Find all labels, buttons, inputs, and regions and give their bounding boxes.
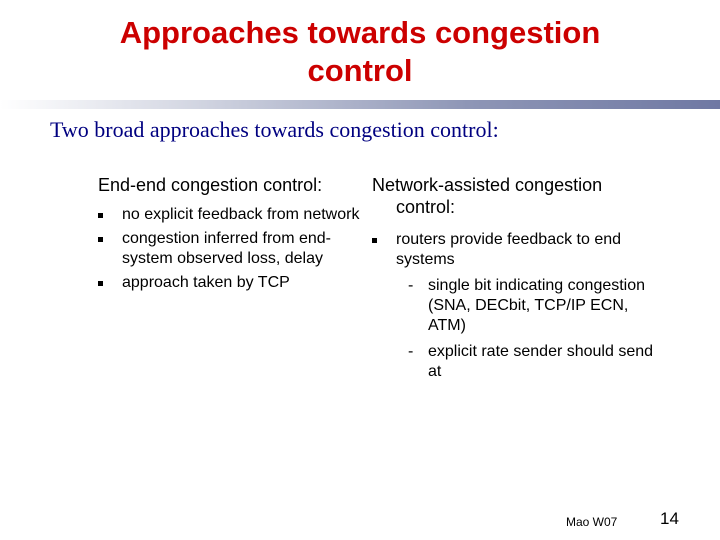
list-item bbox=[98, 205, 360, 225]
bullet-text: no explicit feedback from network bbox=[122, 206, 360, 223]
end-end-bullet-list bbox=[98, 205, 360, 293]
sub-bullet-text: single bit indicating congestion (SNA, DECbit, TCP/IP ECN, ATM) bbox=[428, 277, 646, 334]
dash-bullet-icon: - bbox=[408, 277, 414, 294]
list-item bbox=[372, 230, 658, 382]
slide-title bbox=[60, 14, 660, 90]
slide-title-line-1: Approaches towards congestion bbox=[119, 15, 601, 50]
end-end-heading: End-end congestion control: bbox=[98, 175, 323, 195]
sub-bullet-list bbox=[396, 276, 658, 382]
square-bullet-icon bbox=[98, 237, 103, 242]
square-bullet-icon bbox=[98, 281, 103, 286]
title-divider bbox=[0, 100, 720, 109]
intro-text: Two broad approaches towards congestion control: bbox=[50, 117, 499, 142]
sub-list-item bbox=[406, 276, 658, 336]
bullet-text: approach taken by TCP bbox=[122, 274, 290, 291]
square-bullet-icon bbox=[372, 238, 377, 243]
dash-bullet-icon: - bbox=[408, 343, 414, 360]
sub-list-item bbox=[406, 342, 658, 382]
network-assisted-column bbox=[372, 174, 658, 388]
network-assisted-heading: Network-assisted congestion control: bbox=[372, 175, 603, 217]
sub-bullet-text: explicit rate sender should send at bbox=[428, 343, 654, 380]
footer-author: Mao W07 bbox=[566, 515, 618, 529]
square-bullet-icon bbox=[98, 213, 103, 218]
bullet-text: congestion inferred from end-system observed loss, delay bbox=[122, 230, 331, 267]
bullet-text: routers provide feedback to end systems bbox=[396, 231, 622, 268]
end-end-column bbox=[98, 174, 360, 297]
list-item bbox=[98, 273, 360, 293]
network-assisted-bullet-list bbox=[372, 230, 658, 382]
page-number: 14 bbox=[660, 509, 679, 528]
slide-title-line-2: control bbox=[307, 53, 413, 88]
list-item bbox=[98, 229, 360, 269]
